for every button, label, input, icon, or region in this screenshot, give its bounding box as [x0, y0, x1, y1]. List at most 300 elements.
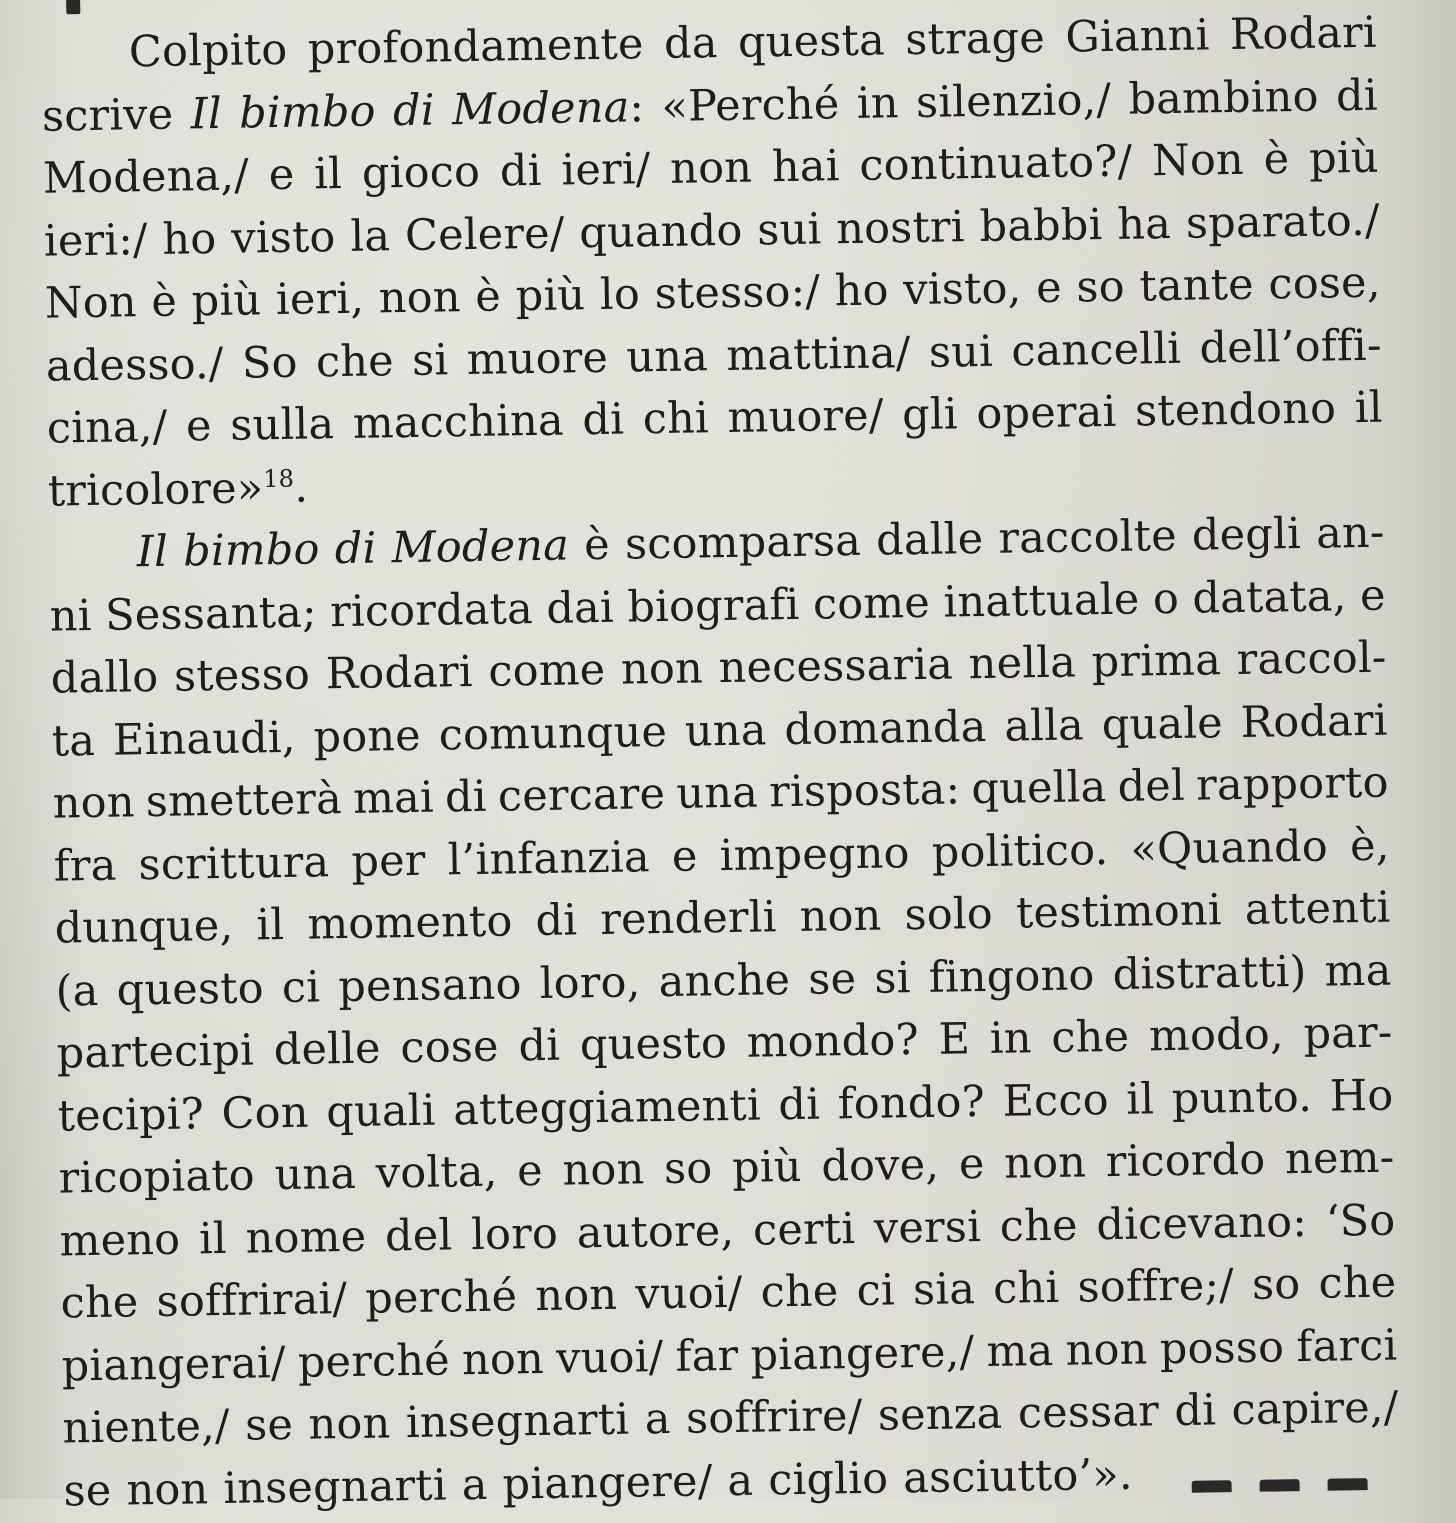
word	[245, 1205, 367, 1269]
word-text: è	[150, 276, 178, 327]
word	[903, 1443, 1133, 1509]
word-text: non	[126, 1463, 209, 1516]
word-text: silenzio,/	[915, 74, 1112, 128]
word	[658, 949, 791, 1014]
word-text: dallo	[50, 651, 159, 704]
word-text: an-	[1315, 507, 1385, 559]
word	[273, 1017, 381, 1081]
word-text: bimbo	[238, 85, 377, 139]
word	[1350, 814, 1391, 877]
word	[873, 1196, 981, 1260]
word-text: nella	[968, 637, 1077, 690]
word-text: scrittura	[138, 836, 330, 890]
word-text: vuoi/	[555, 1331, 664, 1384]
word-text: il	[256, 899, 285, 951]
word	[874, 947, 911, 1010]
word-text: mondo?	[746, 1015, 920, 1068]
word-text: non	[620, 643, 704, 695]
word-text: fra	[53, 840, 117, 892]
word	[627, 573, 800, 638]
word-text: una	[684, 704, 767, 757]
word-text: niente,/	[62, 1400, 231, 1454]
word-text: Non	[44, 277, 138, 329]
word-text: chi	[992, 1262, 1060, 1314]
word-text: o	[1152, 573, 1180, 624]
word-text: di	[392, 85, 436, 136]
word-text: ieri:/	[43, 214, 148, 267]
word	[54, 895, 234, 960]
word	[230, 393, 335, 457]
word	[53, 834, 117, 897]
word-text: raccolte	[998, 510, 1178, 564]
word	[719, 822, 910, 887]
word-text: dunque,	[54, 900, 234, 954]
word-text: ieri,	[275, 273, 365, 326]
word	[535, 889, 578, 952]
word-text: distratti)	[1112, 946, 1307, 1000]
word-text: se	[244, 1399, 294, 1451]
word	[938, 1008, 971, 1071]
word-text: muore/	[727, 390, 884, 443]
word-text: autore,	[576, 1205, 735, 1258]
word-text: è,	[1349, 820, 1390, 871]
word	[584, 514, 611, 577]
word-text: capire,/	[1231, 1382, 1399, 1436]
word-text: continuato?/	[859, 136, 1133, 191]
word	[138, 831, 330, 896]
word-text: insegnarti	[222, 1460, 448, 1514]
word-text: questa	[737, 15, 886, 68]
word	[600, 886, 777, 951]
word	[561, 138, 651, 202]
word-text: lo	[599, 269, 641, 320]
word	[174, 644, 311, 709]
word-text: (a	[55, 965, 99, 1017]
word-text: modo,	[1148, 1009, 1285, 1062]
word	[856, 72, 899, 135]
word	[676, 762, 759, 826]
word	[1268, 252, 1381, 316]
word-text: bambino	[1128, 71, 1320, 125]
word-text: questo	[579, 1018, 728, 1071]
word-text: di	[1335, 70, 1379, 121]
word	[231, 206, 336, 270]
word-text: babbi	[979, 199, 1103, 252]
word	[1149, 1003, 1285, 1068]
word	[1105, 1129, 1266, 1194]
word	[903, 257, 1022, 321]
word-text: cancelli	[1010, 323, 1182, 376]
word	[902, 383, 959, 446]
word-text: nostri	[835, 201, 966, 254]
word-text: soffre;/	[1077, 1260, 1235, 1313]
word	[1185, 189, 1380, 255]
word-text: meno	[59, 1214, 181, 1267]
word	[361, 141, 480, 205]
word	[913, 1258, 976, 1321]
word-text: sui	[928, 326, 994, 378]
word-text: piangerai/	[61, 1337, 286, 1392]
word-text: mattina/	[726, 327, 911, 381]
word-text: sui	[756, 203, 822, 255]
word	[1117, 192, 1172, 255]
word	[664, 12, 719, 75]
word-text: Celere/	[404, 208, 565, 261]
word	[325, 641, 473, 706]
word	[447, 826, 650, 892]
word-text: loro,	[539, 956, 641, 1009]
word	[904, 883, 993, 947]
word-text: di	[1174, 1385, 1217, 1437]
word	[757, 198, 822, 261]
word	[675, 1324, 739, 1387]
word	[1171, 1065, 1312, 1130]
word	[191, 269, 262, 333]
word	[268, 144, 295, 207]
cut-off-glyph-top	[66, 0, 80, 14]
word-text: scrive	[41, 89, 174, 142]
word	[625, 510, 862, 576]
word	[986, 1319, 1054, 1383]
word	[241, 331, 298, 394]
word	[1360, 564, 1387, 627]
word	[915, 68, 1111, 134]
word-text: sia	[912, 1264, 976, 1316]
word-text: stesso	[173, 649, 311, 702]
word-text: solo	[904, 888, 994, 941]
word	[183, 518, 320, 583]
word	[1126, 1068, 1155, 1131]
word-text: che	[1051, 1011, 1130, 1063]
word	[126, 1458, 209, 1522]
word	[1336, 64, 1379, 127]
word-text: fingono	[928, 949, 1095, 1003]
word-text: dicevano:	[1096, 1196, 1308, 1250]
word-text: rapporto	[1195, 757, 1389, 811]
word-text: Modena	[451, 81, 630, 135]
word-text: è	[1263, 134, 1290, 185]
word-text: ma	[1324, 945, 1392, 997]
word	[453, 1074, 762, 1141]
word-text: non	[562, 1144, 645, 1196]
word-text: renderli	[599, 892, 777, 946]
word-text: scomparsa	[624, 515, 862, 570]
word	[582, 389, 625, 452]
word-text: il	[1354, 382, 1384, 434]
word	[760, 1260, 839, 1324]
word	[684, 699, 767, 763]
word-text: ricordo	[1105, 1134, 1266, 1188]
word	[539, 951, 641, 1015]
word-text: posso	[1159, 1321, 1285, 1374]
word	[1174, 1379, 1217, 1442]
word	[928, 320, 993, 383]
word	[61, 1332, 286, 1398]
word	[834, 259, 889, 322]
word	[256, 894, 285, 957]
word	[1036, 257, 1063, 320]
word-text: so	[1251, 1259, 1301, 1310]
word	[1316, 502, 1385, 566]
word	[351, 829, 426, 893]
word-text: bimbo	[182, 524, 320, 577]
word-text: e	[185, 401, 213, 452]
word	[239, 80, 376, 145]
word	[475, 266, 502, 329]
word	[47, 456, 308, 523]
word	[43, 209, 148, 273]
word	[128, 19, 287, 84]
word-text: più	[515, 270, 586, 322]
word	[808, 948, 857, 1011]
word-text: E	[938, 1014, 971, 1065]
word	[58, 1144, 255, 1210]
word-text: piangere,/	[750, 1326, 975, 1381]
word	[1011, 317, 1182, 382]
word-text: che	[1318, 1257, 1397, 1309]
word-text: Rodari	[325, 647, 474, 700]
word	[353, 767, 435, 831]
word	[42, 144, 249, 210]
word-text: Il	[136, 526, 169, 578]
word-text: dell’offi-	[1199, 320, 1383, 374]
word	[732, 1136, 803, 1200]
word-text: loro	[470, 1208, 559, 1260]
word-text: prima	[1091, 635, 1222, 688]
word	[1135, 377, 1337, 443]
word	[1240, 689, 1388, 754]
word-text: Einaudi,	[112, 712, 297, 766]
word-text: e	[268, 149, 295, 201]
word-text: in	[856, 77, 900, 129]
word-text: e	[516, 1145, 544, 1197]
word	[466, 326, 608, 391]
word-text: «Perché	[661, 78, 840, 132]
word-text: alla	[1003, 699, 1085, 752]
word	[737, 9, 885, 74]
word	[661, 73, 840, 138]
word	[445, 766, 488, 829]
word	[1101, 692, 1223, 756]
word-text: necessaria	[718, 639, 954, 694]
word	[59, 1208, 181, 1272]
word-text: ci	[856, 1265, 896, 1317]
word	[378, 266, 461, 330]
word	[274, 1143, 357, 1207]
word-text: di	[499, 145, 542, 197]
word-text: tricolore»	[47, 462, 264, 517]
word	[1191, 503, 1301, 567]
word-text: versi	[873, 1201, 982, 1254]
word-text: pensano	[337, 958, 522, 1012]
word-text: profondamente	[307, 19, 644, 75]
word	[50, 646, 159, 710]
word-text: ciglio	[767, 1453, 889, 1505]
word-text: cose	[400, 1021, 500, 1074]
word-text: che	[999, 1200, 1079, 1252]
word	[330, 578, 534, 644]
word-text: momento	[306, 896, 513, 950]
word-text: adesso./	[45, 338, 224, 392]
word	[727, 1449, 754, 1512]
word	[326, 1079, 436, 1143]
word-text: senza	[877, 1388, 1003, 1441]
word	[654, 261, 820, 326]
word-text: ‘So	[1325, 1195, 1396, 1247]
word	[1263, 128, 1290, 191]
word-text: asciutto’».	[902, 1449, 1134, 1503]
word	[928, 944, 1095, 1009]
word	[812, 571, 930, 635]
word	[391, 514, 569, 579]
word-text: stesso:/	[654, 266, 821, 320]
word	[45, 332, 224, 397]
word	[1229, 2, 1377, 67]
word-text: macchina	[352, 395, 565, 449]
word	[664, 1137, 713, 1200]
word	[877, 1383, 1002, 1447]
word-text: a	[644, 1393, 671, 1445]
word-text: piangere/	[502, 1455, 713, 1510]
word	[989, 1007, 1032, 1070]
word-text: Gianni	[1064, 10, 1210, 63]
word-text: di	[778, 1079, 821, 1130]
word	[145, 768, 342, 834]
word	[190, 82, 222, 145]
word	[1065, 1318, 1148, 1382]
word	[1076, 256, 1125, 319]
word-text: fondo?	[837, 1076, 986, 1129]
word-text: non	[534, 1269, 618, 1322]
word	[931, 819, 1109, 884]
word	[400, 1016, 499, 1080]
word	[105, 581, 318, 647]
word-text: ma	[986, 1325, 1054, 1377]
word	[365, 1265, 518, 1330]
word-text: ta	[51, 715, 96, 767]
word	[488, 639, 606, 703]
word-text: l’infanzia	[447, 831, 651, 885]
word-text: biografi	[626, 579, 800, 633]
word	[1152, 129, 1245, 193]
word-text: il	[198, 1213, 228, 1264]
word	[313, 704, 421, 768]
word	[1117, 755, 1185, 819]
word-text: Rodari	[1240, 695, 1388, 748]
word	[576, 1199, 735, 1264]
word	[535, 1264, 618, 1328]
word-text: quali	[325, 1085, 436, 1137]
word	[726, 322, 911, 387]
word-text: atteggiamenti	[452, 1080, 762, 1135]
word-text: risposta:	[768, 764, 961, 818]
word	[579, 1012, 727, 1077]
word	[438, 700, 667, 766]
word-text: operai	[976, 386, 1117, 440]
word	[979, 194, 1103, 258]
word-text: sparato./	[1185, 195, 1381, 249]
word-text: muore	[466, 332, 609, 385]
word	[1236, 627, 1387, 692]
word	[471, 1202, 559, 1266]
word-text: non	[52, 777, 136, 829]
word	[385, 1204, 453, 1268]
word	[1309, 127, 1380, 191]
word-text: non	[669, 142, 753, 194]
word	[1296, 1314, 1398, 1378]
word	[686, 1385, 863, 1450]
footnote-marker: 18	[262, 463, 295, 493]
word-text: questo	[116, 962, 265, 1016]
word	[599, 263, 640, 326]
word	[1196, 752, 1389, 818]
word-text: soffrire/	[685, 1390, 863, 1444]
word-text: Con	[221, 1087, 310, 1139]
word	[821, 1134, 940, 1198]
word	[976, 381, 1117, 446]
word	[750, 1321, 975, 1387]
word	[999, 1194, 1078, 1258]
word-text: se	[63, 1465, 112, 1517]
word-text: ricopiato	[58, 1150, 256, 1204]
word	[1051, 1006, 1130, 1070]
word-text: il	[313, 148, 343, 200]
word-text: politico.	[931, 824, 1109, 878]
word	[1017, 1380, 1159, 1445]
word-text: far	[675, 1330, 739, 1382]
word	[1096, 1190, 1308, 1256]
word-text: dove,	[820, 1139, 940, 1192]
word-text: certi	[752, 1203, 856, 1256]
word-text: di	[582, 394, 625, 446]
body-text	[40, 2, 1399, 1523]
word-text: per	[350, 835, 426, 887]
word	[1004, 694, 1085, 758]
word-text: insegnarti	[405, 1394, 630, 1449]
word-text: ricordata	[329, 583, 534, 637]
word	[1077, 1254, 1234, 1319]
word	[307, 890, 513, 956]
word-text: e	[1359, 570, 1387, 621]
word-text: Ho	[1329, 1070, 1394, 1122]
word	[799, 885, 882, 949]
word	[556, 1326, 664, 1390]
word-text: più	[731, 1141, 803, 1193]
word	[156, 1268, 347, 1333]
word-text: non	[308, 1398, 391, 1450]
word-text: domanda	[784, 701, 987, 755]
word-text: anche	[658, 954, 791, 1007]
word	[502, 1450, 713, 1516]
word-text: se	[807, 953, 857, 1005]
word-text: raccol-	[1236, 632, 1387, 685]
word	[221, 1081, 309, 1145]
word-text: di	[444, 771, 488, 823]
word	[626, 325, 709, 389]
word	[642, 387, 709, 451]
word	[727, 385, 884, 450]
word	[1015, 879, 1222, 945]
word	[497, 763, 665, 828]
word	[1285, 1127, 1395, 1191]
word-text: tante	[1139, 259, 1255, 312]
word	[281, 956, 320, 1019]
word-text: si	[873, 952, 911, 1004]
word-text: il	[1125, 1073, 1155, 1125]
word-text: dalle	[875, 513, 984, 566]
word-text: comunque	[438, 706, 668, 761]
word	[151, 271, 178, 334]
